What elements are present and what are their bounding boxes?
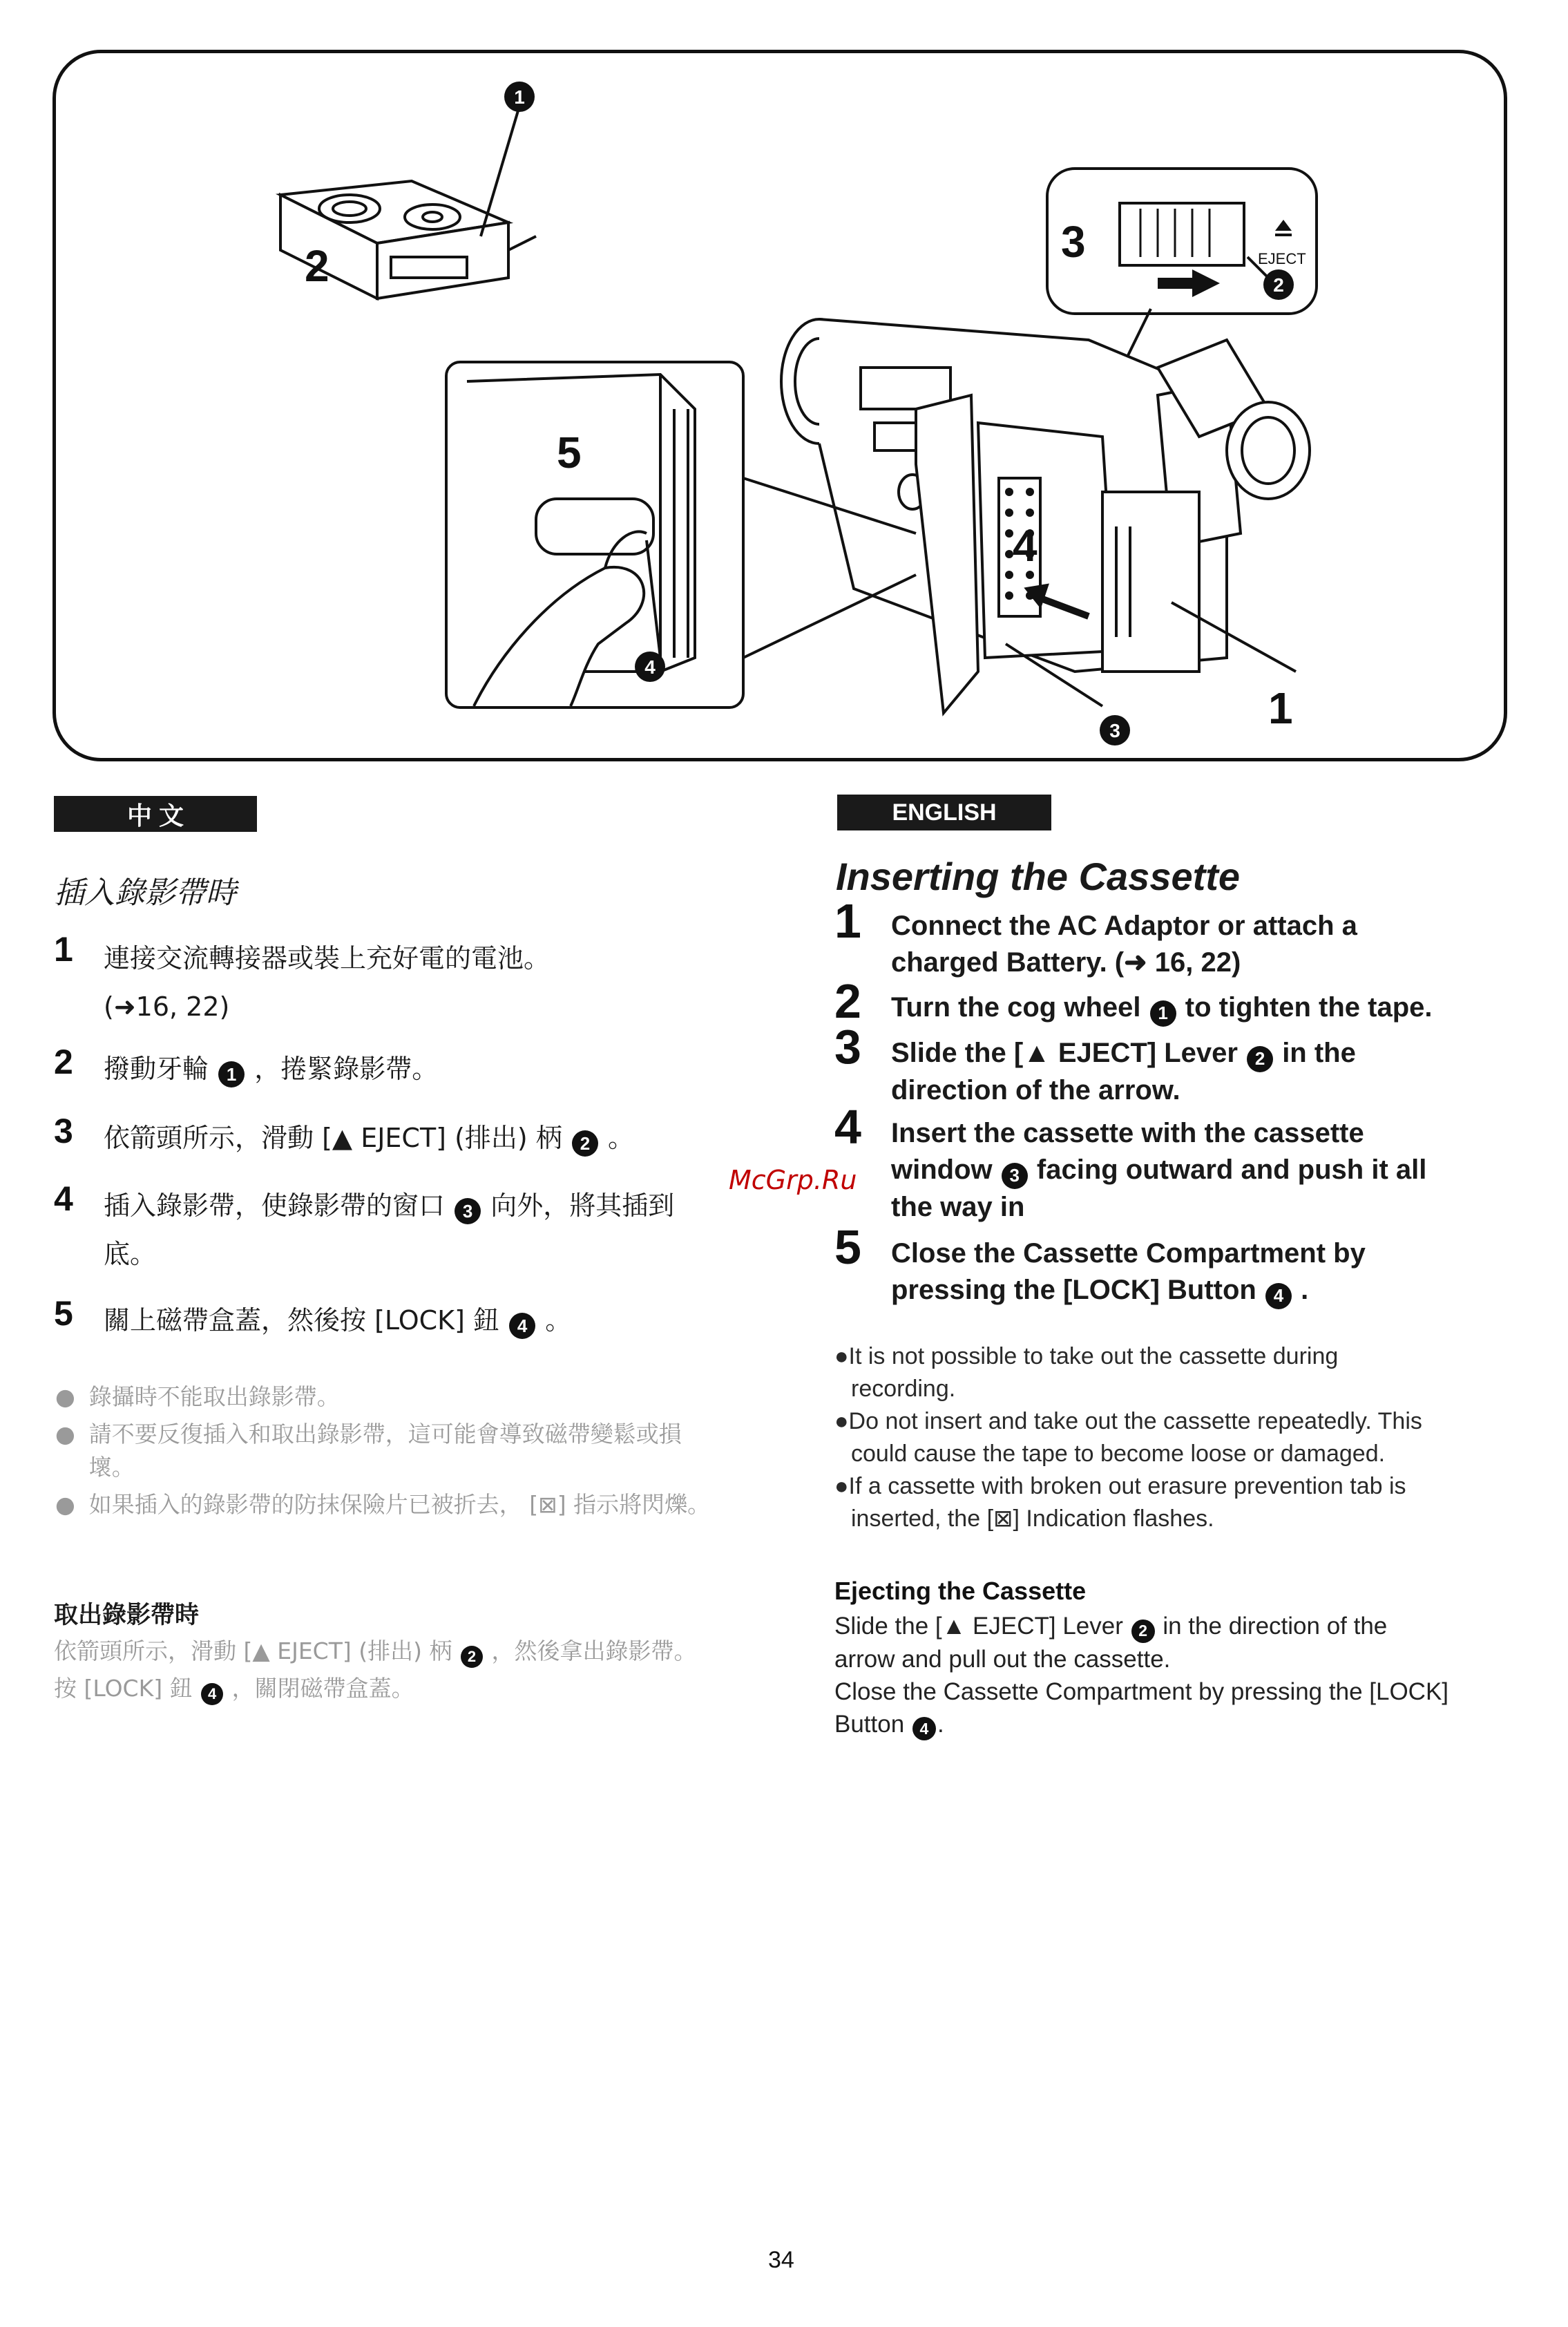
- en-step-5-line1: Close the Cassette Compartment by: [891, 1238, 1366, 1269]
- en-eject-text: [834, 1610, 1532, 1740]
- chinese-section-bar: 中 文: [54, 796, 257, 832]
- zh-step-2-text-b: ，捲緊錄影帶。: [254, 1054, 439, 1084]
- en-step-4-text: [891, 1115, 1426, 1226]
- circled-2-icon: 2: [572, 1130, 598, 1157]
- zh-step-1-line1: 連接交流轉接器或裝上充好電的電池。: [104, 943, 551, 973]
- watermark: McGrp.Ru: [729, 1165, 857, 1195]
- en-step-1-number: 1: [834, 894, 861, 948]
- en-notes: [834, 1340, 1525, 1535]
- en-note-2-line1: ●Do not insert and take out the cassette repeatedly. This: [834, 1408, 1422, 1434]
- circled-1-icon: 1: [1150, 1000, 1176, 1027]
- en-step-2-number: 2: [834, 974, 861, 1028]
- en-step-2-text: [891, 989, 1433, 1027]
- zh-note-2: 請不要反復插入和取出錄影帶，這可能會導致磁帶變鬆或損壞。: [88, 1421, 682, 1481]
- circled-1-icon: 1: [218, 1061, 245, 1087]
- en-eject-text-1a: Slide the [▲ EJECT] Lever: [834, 1613, 1123, 1640]
- en-step-5-number: 5: [834, 1220, 861, 1274]
- zh-step-3-text: [104, 1114, 634, 1162]
- circled-2-icon: 2: [1273, 274, 1284, 296]
- camcorder-illustration: [52, 50, 1507, 761]
- zh-step-2-number: 2: [54, 1043, 73, 1081]
- circled-2-icon: 2: [461, 1646, 483, 1668]
- zh-step-5-text-b: 。: [545, 1305, 572, 1336]
- en-note-3-line2: inserted, the [⊠] Indication flashes.: [851, 1506, 1214, 1532]
- en-eject-text-1b: in the direction of the: [1163, 1613, 1388, 1640]
- en-note-2-line2: could cause the tape to become loose or damaged.: [851, 1441, 1386, 1467]
- en-step-4-text-a: window: [891, 1155, 993, 1185]
- en-step-2-text-a: Turn the cog wheel: [891, 992, 1141, 1023]
- en-eject-text-4b: .: [937, 1710, 944, 1738]
- circled-4-icon: 4: [509, 1313, 535, 1339]
- eject-label: EJECT: [1258, 250, 1306, 267]
- callout-5: 5: [557, 428, 582, 477]
- circled-1-icon: 1: [514, 86, 525, 108]
- circled-4-icon: 4: [201, 1683, 223, 1705]
- en-step-3-text-a: Slide the [▲ EJECT] Lever: [891, 1038, 1238, 1068]
- en-step-5-text: [891, 1235, 1366, 1309]
- zh-eject-text-1b: ，然後拿出錄影帶。: [491, 1637, 697, 1664]
- zh-step-4-text-b: 向外，將其插到: [490, 1190, 675, 1221]
- zh-step-1-number: 1: [54, 930, 73, 969]
- en-step-3-text: [891, 1035, 1356, 1109]
- circled-2-icon: 2: [1247, 1046, 1273, 1072]
- zh-step-1-text: [104, 934, 550, 1031]
- en-step-4-number: 4: [834, 1100, 861, 1154]
- zh-step-2-text-a: 撥動牙輪: [104, 1054, 209, 1084]
- zh-step-1-line2: (➜16, 22): [104, 991, 230, 1022]
- callout-4: 4: [1013, 521, 1038, 571]
- en-note-1-line1: ●It is not possible to take out the cassette during: [834, 1343, 1339, 1369]
- zh-eject-title: 取出錄影帶時: [54, 1602, 200, 1629]
- zh-step-4-text-a: 插入錄影帶，使錄影帶的窗口: [104, 1190, 446, 1221]
- callout-2: 2: [305, 241, 329, 291]
- zh-step-5-text-a: 關上磁帶盒蓋，然後按 [LOCK] 鈕: [104, 1305, 499, 1336]
- zh-step-4-line2: 底。: [104, 1239, 157, 1269]
- en-step-4-line3: the way in: [891, 1191, 1025, 1222]
- en-step-3-text-b: in the: [1282, 1038, 1356, 1068]
- en-step-5-text-a: pressing the [LOCK] Button: [891, 1275, 1256, 1305]
- zh-eject-text: [54, 1635, 731, 1705]
- en-eject-line2: arrow and pull out the cassette.: [834, 1645, 1171, 1673]
- circled-4-icon: 4: [912, 1717, 936, 1740]
- zh-eject-text-2a: 按 [LOCK] 鈕: [54, 1675, 193, 1702]
- callout-3: 3: [1061, 217, 1086, 267]
- zh-step-4-text: [104, 1181, 674, 1278]
- circled-3-icon: 3: [1109, 720, 1120, 741]
- callout-1: 1: [1268, 683, 1293, 733]
- zh-step-5-number: 5: [54, 1294, 73, 1333]
- circled-4-icon: 4: [644, 656, 656, 678]
- zh-title: 插入錄影帶時: [54, 875, 236, 911]
- en-step-4-line1: Insert the cassette with the cassette: [891, 1118, 1364, 1148]
- en-step-3-line2: direction of the arrow.: [891, 1074, 1180, 1105]
- zh-eject-text-1a: 依箭頭所示，滑動 [▲ EJECT] (排出) 柄: [54, 1637, 452, 1664]
- zh-eject-text-2b: ，關閉磁帶盒蓋。: [231, 1675, 414, 1702]
- en-note-1-line2: recording.: [851, 1376, 956, 1402]
- english-section-bar: ENGLISH: [837, 795, 1051, 830]
- zh-step-3-text-b: 。: [608, 1123, 635, 1153]
- circled-2-icon: 2: [1131, 1620, 1155, 1643]
- circled-3-icon: 3: [1002, 1163, 1028, 1189]
- en-step-2-text-b: to tighten the tape.: [1185, 992, 1433, 1023]
- en-step-5-text-b: .: [1301, 1275, 1309, 1305]
- circled-3-icon: 3: [455, 1198, 481, 1224]
- en-eject-title: Ejecting the Cassette: [834, 1577, 1087, 1605]
- en-step-4-text-b: facing outward and push it all: [1036, 1155, 1427, 1185]
- en-eject-line3: Close the Cassette Compartment by pressing the [LOCK]: [834, 1678, 1449, 1705]
- zh-step-2-text: [104, 1045, 438, 1093]
- en-eject-text-4a: Button: [834, 1710, 905, 1738]
- en-step-3-number: 3: [834, 1020, 861, 1074]
- en-step-1-line1: Connect the AC Adaptor or attach a: [891, 911, 1357, 941]
- zh-step-4-number: 4: [54, 1179, 73, 1218]
- zh-step-3-number: 3: [54, 1112, 73, 1150]
- en-step-1-line2: charged Battery. (➜ 16, 22): [891, 947, 1241, 978]
- zh-note-3: 如果插入的錄影帶的防抹保險片已被折去， [⊠] 指示將閃爍。: [88, 1491, 711, 1518]
- en-note-3-line1: ●If a cassette with broken out erasure prevention tab is: [834, 1473, 1406, 1499]
- circled-4-icon: 4: [1265, 1283, 1292, 1309]
- zh-step-3-text-a: 依箭頭所示，滑動 [▲ EJECT] (排出) 柄: [104, 1123, 562, 1153]
- zh-notes: ● 錄攝時不能取出錄影帶。 ● 請不要反復插入和取出錄影帶，這可能會導致磁帶變鬆或損壞。 ● 如果插入的錄影帶的防抹保險片已被折去， [⊠] 指示將閃爍。: [55, 1380, 725, 1521]
- en-step-1-text: [891, 908, 1357, 981]
- zh-step-5-text: [104, 1296, 571, 1345]
- en-title: Inserting the Cassette: [836, 855, 1241, 898]
- page-number: 34: [768, 2247, 794, 2273]
- zh-note-1: 錄攝時不能取出錄影帶。: [88, 1383, 340, 1410]
